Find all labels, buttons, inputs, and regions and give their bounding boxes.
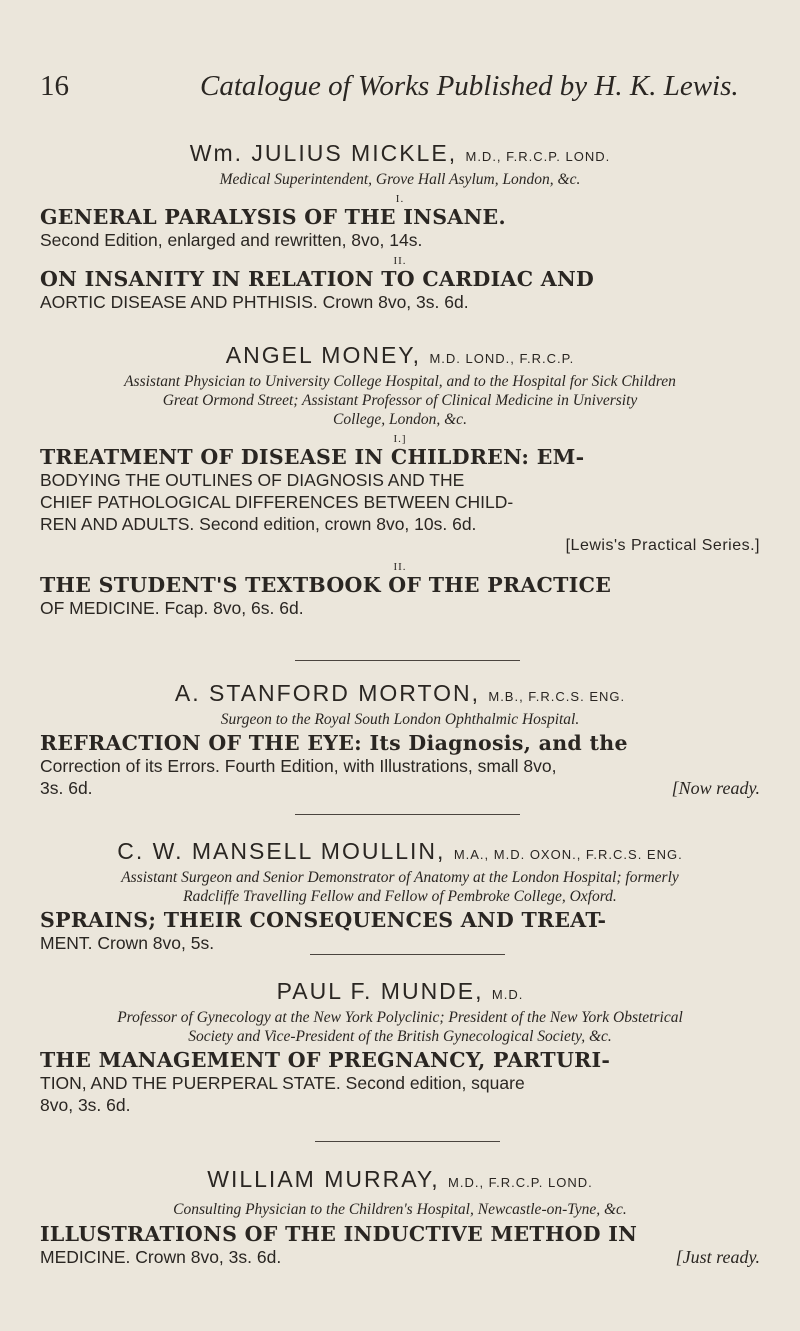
author-name: ANGEL MONEY, (225, 342, 422, 368)
author-name: A. STANFORD MORTON, (174, 680, 480, 706)
work-title: THE STUDENT'S TEXTBOOK OF THE PRACTICE (40, 573, 612, 597)
price: 3s. 6d. (40, 778, 93, 798)
page-number: 16 (40, 70, 69, 102)
work-title: REFRACTION OF THE EYE: Its Diagnosis, and the (40, 731, 628, 755)
author-name: WILLIAM MURRAY, (207, 1166, 440, 1192)
author-heading (40, 1166, 760, 1196)
author-affiliation: Great Ormond Street; Assistant Professor of Clinical Medicine in University (162, 392, 638, 409)
author-name: Wm. JULIUS MICKLE, (189, 140, 458, 166)
section-divider (295, 660, 520, 661)
work-numeral: II. (393, 561, 407, 573)
series-note: [Lewis's Practical Series.] (565, 537, 760, 554)
section-divider (310, 954, 505, 955)
work-details-last-line (40, 777, 760, 799)
author-heading (40, 838, 760, 868)
author-affiliation: Medical Superintendent, Grove Hall Asylum, London, &c. (219, 171, 581, 188)
author-affiliation: Surgeon to the Royal South London Ophthalmic Hospital. (220, 711, 580, 728)
catalogue-entry-morton (40, 680, 760, 799)
author-affiliation: Professor of Gynecology at the New York Polyclinic; President of the New York Obstetrical (117, 1009, 683, 1026)
section-divider (295, 814, 520, 815)
author-heading (40, 140, 760, 170)
author-name: C. W. MANSELL MOULLIN, (117, 838, 446, 864)
author-degrees: M.B., F.R.C.S. ENG. (488, 689, 626, 704)
work-numeral: I.] (393, 433, 407, 445)
catalogue-entry-money (40, 342, 760, 619)
author-name: PAUL F. MUNDE, (276, 978, 484, 1004)
author-affiliation: Society and Vice-President of the British Gynecological Society, &c. (188, 1028, 612, 1045)
catalogue-entry-murray (40, 1166, 760, 1268)
availability-note: [Just ready. (675, 1247, 760, 1267)
work-details: BODYING THE OUTLINES OF DIAGNOSIS AND THE (40, 470, 465, 490)
section-divider (315, 1141, 500, 1142)
author-affiliation: College, London, &c. (333, 411, 467, 428)
work-details: AORTIC DISEASE AND PHTHISIS. Crown 8vo, 3s. 6d. (40, 292, 469, 312)
author-degrees: M.A., M.D. OXON., F.R.C.S. ENG. (453, 847, 683, 862)
work-details: MENT. Crown 8vo, 5s. (40, 933, 215, 953)
work-details: REN AND ADULTS. Second edition, crown 8vo, 10s. 6d. (40, 514, 477, 534)
work-title: GENERAL PARALYSIS OF THE INSANE. (40, 205, 506, 229)
work-title: ON INSANITY IN RELATION TO CARDIAC AND (40, 267, 595, 291)
running-title: Catalogue of Works Published by H. K. Lewis. (200, 70, 739, 102)
catalogue-entry-moullin (40, 838, 760, 954)
author-heading (40, 680, 760, 710)
work-numeral: I. (395, 193, 405, 205)
author-heading (40, 342, 760, 372)
work-details: TION, AND THE PUERPERAL STATE. Second edition, square (40, 1073, 525, 1093)
work-title: THE MANAGEMENT OF PREGNANCY, PARTURI- (40, 1048, 611, 1072)
work-details: MEDICINE. Crown 8vo, 3s. 6d. (40, 1247, 282, 1267)
author-affiliation: Assistant Surgeon and Senior Demonstrator of Anatomy at the London Hospital; formerly (121, 869, 679, 886)
availability-note: [Now ready. (671, 778, 760, 798)
author-degrees: M.D., F.R.C.P. LOND. (465, 149, 611, 164)
work-details-last-line (40, 1246, 760, 1268)
author-affiliation: Consulting Physician to the Children's Hospital, Newcastle-on-Tyne, &c. (173, 1201, 627, 1218)
work-details: CHIEF PATHOLOGICAL DIFFERENCES BETWEEN CHILD- (40, 492, 514, 512)
work-numeral: II. (393, 255, 407, 267)
page-header (40, 70, 760, 114)
work-details: Correction of its Errors. Fourth Edition, with Illustrations, small 8vo, (40, 756, 557, 776)
work-details: OF MEDICINE. Fcap. 8vo, 6s. 6d. (40, 598, 304, 618)
catalogue-entry-mickle (40, 140, 760, 313)
work-title: ILLUSTRATIONS OF THE INDUCTIVE METHOD IN (40, 1222, 638, 1246)
author-affiliation: Assistant Physician to University College Hospital, and to the Hospital for Sick Children (124, 373, 676, 390)
author-affiliation: Radcliffe Travelling Fellow and Fellow of Pembroke College, Oxford. (183, 888, 617, 905)
author-heading (40, 978, 760, 1008)
author-degrees: M.D. (491, 987, 524, 1002)
work-details: 8vo, 3s. 6d. (40, 1095, 131, 1115)
author-degrees: M.D. LOND., F.R.C.P. (429, 351, 575, 366)
work-details: Second Edition, enlarged and rewritten, 8vo, 14s. (40, 230, 423, 250)
work-title: TREATMENT OF DISEASE IN CHILDREN: EM- (40, 445, 585, 469)
author-degrees: M.D., F.R.C.P. LOND. (448, 1175, 593, 1190)
work-title: SPRAINS; THEIR CONSEQUENCES AND TREAT- (40, 908, 607, 932)
catalogue-entry-munde (40, 978, 760, 1116)
